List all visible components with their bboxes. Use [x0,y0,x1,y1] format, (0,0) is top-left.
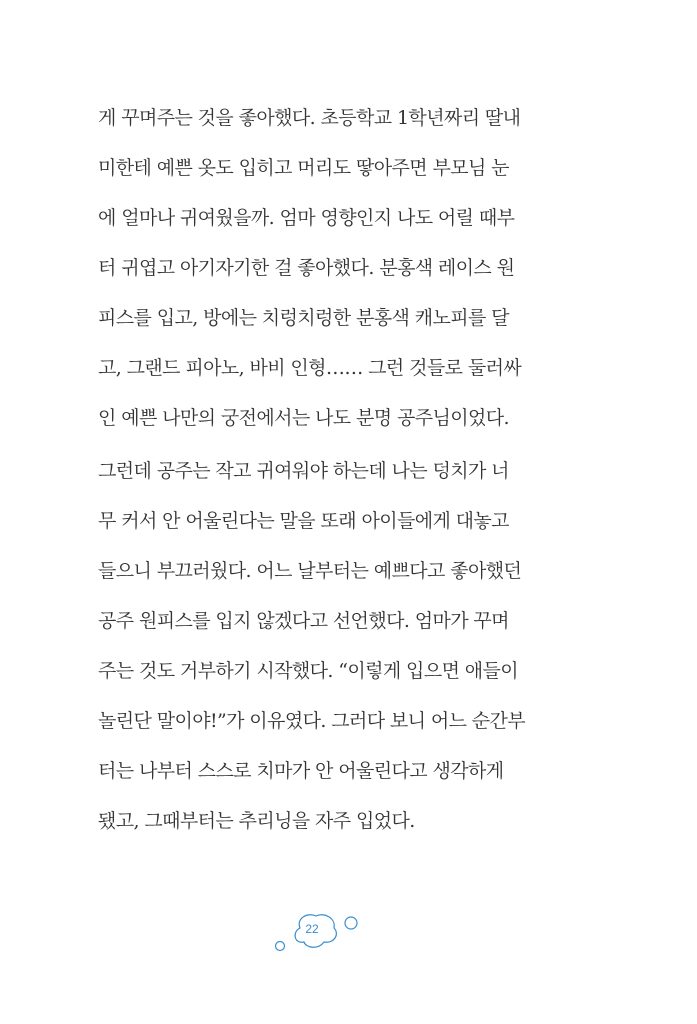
paragraph-line: 공주 원피스를 입지 않겠다고 선언했다. 엄마가 꾸며 [98,610,509,632]
paragraph-line: 인 예쁜 나만의 궁전에서는 나도 분명 공주님이었다. [98,407,509,429]
paragraph-line: 들으니 부끄러웠다. 어느 날부터는 예쁘다고 좋아했던 [98,560,522,582]
paragraph-line: 주는 것도 거부하기 시작했다. “이렇게 입으면 애들이 [98,660,519,682]
paragraph-line: 게 꾸며주는 것을 좋아했다. 초등학교 1학년짜리 딸내 [98,107,521,129]
paragraph-line: 에 얼마나 귀여웠을까. 엄마 영향인지 나도 어릴 때부 [98,207,515,229]
paragraph-line: 피스를 입고, 방에는 치렁치렁한 분홍색 캐노피를 달 [98,307,509,329]
paragraph-line: 터 귀엽고 아기자기한 걸 좋아했다. 분홍색 레이스 원 [98,257,515,279]
page-number: 22 [305,922,319,936]
paragraph-line: 그런데 공주는 작고 귀여워야 하는데 나는 덩치가 너 [98,460,509,482]
paragraph-line: 무 커서 안 어울린다는 말을 또래 아이들에게 대놓고 [98,510,509,532]
paragraph-line: 놀린단 말이야!”가 이유였다. 그러다 보니 어느 순간부 [98,710,526,732]
paragraph-line: 됐고, 그때부터는 추리닝을 자주 입었다. [98,810,415,832]
paragraph-line: 미한테 예쁜 옷도 입히고 머리도 땋아주면 부모님 눈 [98,157,509,179]
paragraph-line: 터는 나부터 스스로 치마가 안 어울린다고 생각하게 [98,760,504,782]
page-number-badge [270,904,370,964]
paragraph-line: 고, 그랜드 피아노, 바비 인형…… 그런 것들로 둘러싸 [98,357,522,379]
